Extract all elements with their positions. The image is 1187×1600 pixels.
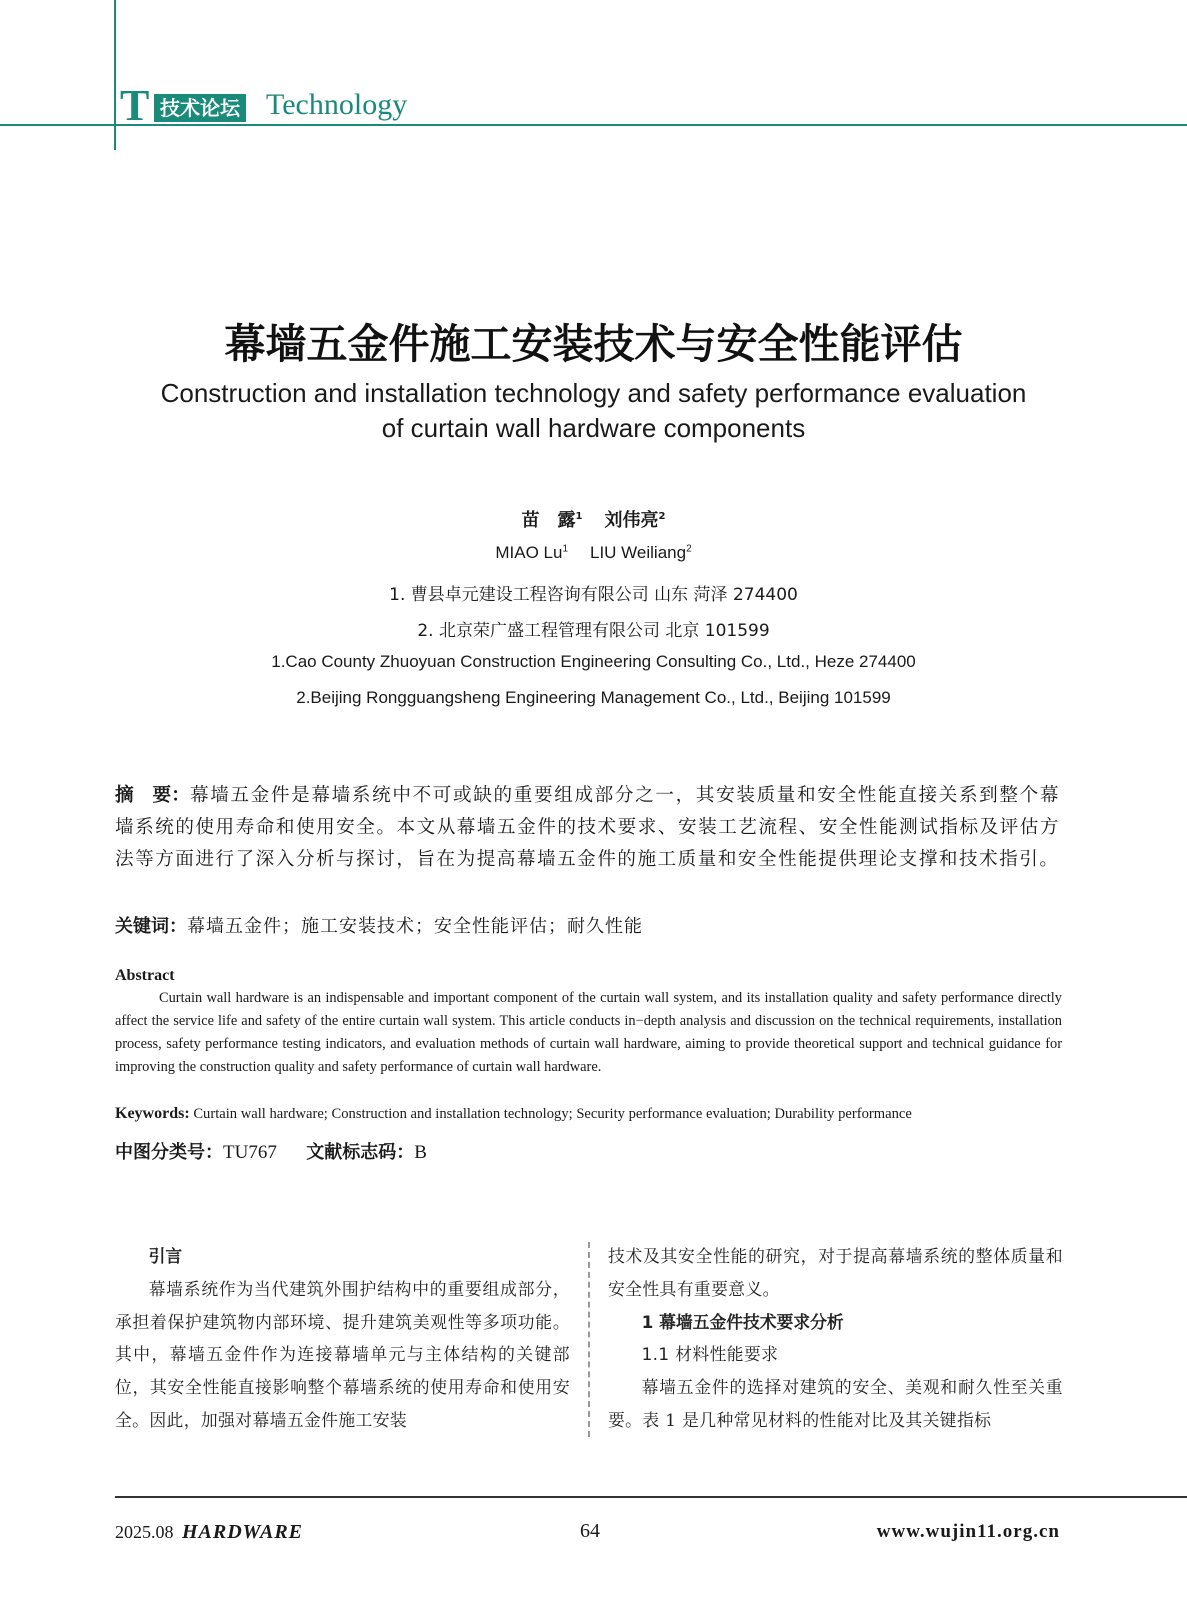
author-1-cn: 苗 露 xyxy=(521,510,576,531)
article-title-en-line1: Construction and installation technology and safety performance evaluation xyxy=(160,378,1027,408)
author-1-en: MIAO Lu xyxy=(495,543,563,562)
abstract-cn-label: 摘 要： xyxy=(115,785,190,806)
classification-line xyxy=(115,1140,427,1166)
section-1-1-paragraph: 幕墙五金件的选择对建筑的安全、美观和耐久性至关重要。表 1 是几种常见材料的性能对比及其关键指标 xyxy=(608,1377,1063,1430)
footer-issue-date: 2025.08 xyxy=(115,1522,174,1542)
keywords-en-label: Keywords: xyxy=(115,1105,190,1122)
article-title-en xyxy=(0,376,1187,446)
abstract-en-text: Curtain wall hardware is an indispensable and important component of the curtain wall system, and its installation quality and safety performance directly affect the service life and safety of the entire curtain wall system. This article conducts in−depth analysis and discussion on the technical requirements, installation process, safety performance testing indicators, and evaluation methods of curtain wall hardware, aiming to provide theoretical support and technical guidance for improving the construction quality and safety performance of curtain wall hardware. xyxy=(115,990,1062,1075)
clc-value: TU767 xyxy=(223,1142,277,1163)
footer-rule xyxy=(115,1496,1187,1498)
author-1-en-sup: 1 xyxy=(562,543,568,555)
keywords-cn-label: 关键词： xyxy=(115,916,187,937)
body-column-left xyxy=(115,1240,570,1437)
intro-paragraph-continued: 技术及其安全性能的研究，对于提高幕墙系统的整体质量和安全性具有重要意义。 xyxy=(608,1246,1063,1299)
author-2-cn: 刘伟亮 xyxy=(604,510,659,531)
clc-label: 中图分类号： xyxy=(115,1142,223,1163)
author-1-cn-sup: 1 xyxy=(575,511,583,522)
abstract-cn xyxy=(115,780,1060,876)
column-divider xyxy=(588,1242,590,1437)
doc-code-value: B xyxy=(414,1142,427,1163)
section-label-en: Technology xyxy=(266,88,408,121)
author-2-en-sup: 2 xyxy=(686,543,692,555)
article-title-cn: 幕墙五金件施工安装技术与安全性能评估 xyxy=(224,320,963,368)
intro-paragraph: 幕墙系统作为当代建筑外围护结构中的重要组成部分，承担着保护建筑物内部环境、提升建筑美观性等多项功能。其中，幕墙五金件作为连接幕墙单元与主体结构的关键部位，其安全性能直接影响整个幕墙系统的使用寿命和使用安全。因此，加强对幕墙五金件施工安装 xyxy=(115,1278,570,1430)
keywords-cn xyxy=(115,912,1060,942)
keywords-cn-text: 幕墙五金件；施工安装技术；安全性能评估；耐久性能 xyxy=(187,916,643,937)
article-title-en-line2: of curtain wall hardware components xyxy=(381,413,806,443)
authors-cn xyxy=(0,506,1187,532)
page-number: 64 xyxy=(580,1520,600,1542)
header-horizontal-rule xyxy=(0,124,1187,126)
intro-heading: 引言 xyxy=(148,1246,183,1266)
author-2-cn-sup: 2 xyxy=(658,511,666,522)
section-label-cn: 技术论坛 xyxy=(154,94,246,122)
footer-issue xyxy=(115,1520,303,1544)
affiliation-2-cn: 2. 北京荣广盛工程管理有限公司 北京 101599 xyxy=(417,621,770,641)
affiliation-1-en: 1.Cao County Zhuoyuan Construction Engineering Consulting Co., Ltd., Heze 274400 xyxy=(271,652,916,671)
abstract-cn-text: 幕墙五金件是幕墙系统中不可或缺的重要组成部分之一，其安装质量和安全性能直接关系到整个幕墙系统的使用寿命和使用安全。本文从幕墙五金件的技术要求、安装工艺流程、安全性能测试指标及评估方法等方面进行了深入分析与探讨，旨在为提高幕墙五金件的施工质量和安全性能提供理论支撑和技术指引。 xyxy=(115,785,1060,870)
footer-magazine-name: HARDWARE xyxy=(182,1521,303,1543)
author-2-en: LIU Weiliang xyxy=(590,543,687,562)
keywords-en-text: Curtain wall hardware; Construction and installation technology; Security performance evaluation; Durability performance xyxy=(193,1106,912,1122)
footer-website: www.wujin11.org.cn xyxy=(876,1521,1060,1542)
section-letter-logo: T xyxy=(120,81,150,130)
abstract-en-heading: Abstract xyxy=(115,967,175,984)
section-1-heading: 1 幕墙五金件技术要求分析 xyxy=(641,1311,844,1332)
authors-en xyxy=(0,543,1187,563)
affiliation-1-cn: 1. 曹县卓元建设工程咨询有限公司 山东 菏泽 274400 xyxy=(389,585,798,605)
doc-code-label: 文献标志码： xyxy=(306,1142,415,1163)
affiliation-2-en: 2.Beijing Rongguangsheng Engineering Management Co., Ltd., Beijing 101599 xyxy=(296,688,891,707)
section-1-1-heading: 1.1 材料性能要求 xyxy=(641,1344,779,1365)
body-column-right xyxy=(608,1240,1063,1437)
keywords-en xyxy=(115,1103,1075,1125)
header-vertical-rule xyxy=(114,0,116,150)
